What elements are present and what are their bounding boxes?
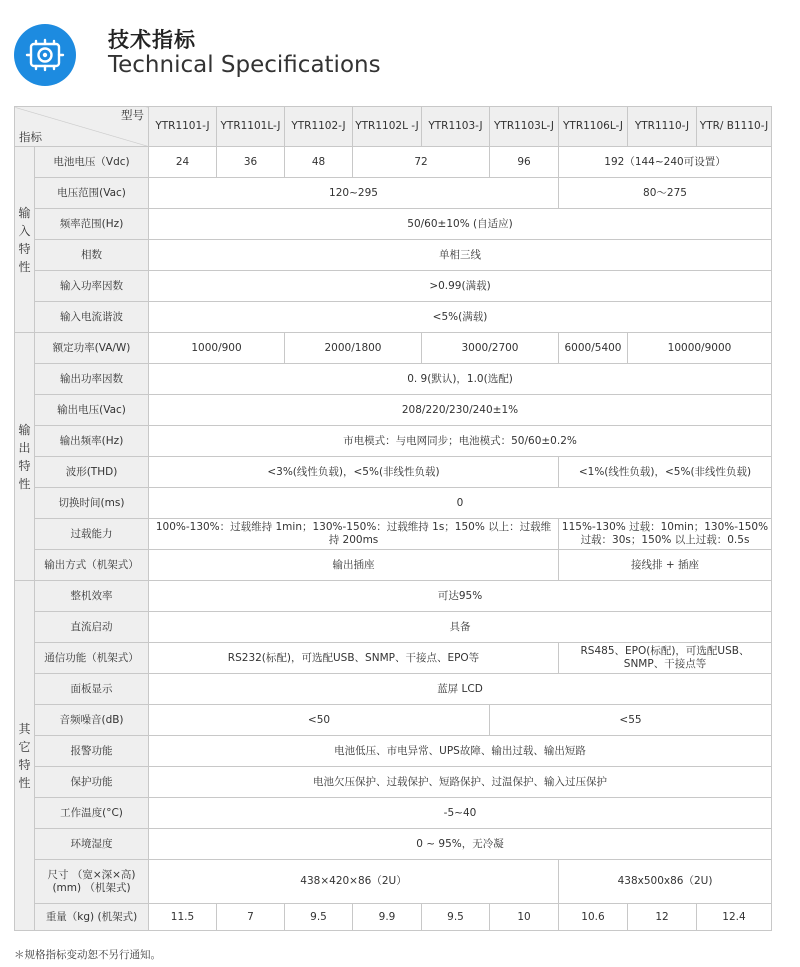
table-row bbox=[15, 767, 772, 798]
table-row bbox=[15, 550, 772, 581]
cell-value: 市电模式：与电网同步；电池模式：50/60±0.2% bbox=[149, 426, 772, 457]
table-header-row bbox=[15, 107, 772, 147]
cell-value: 3000/2700 bbox=[422, 333, 559, 364]
cell-value: 单相三线 bbox=[149, 240, 772, 271]
cell-value: 48 bbox=[285, 147, 353, 178]
model-header: YTR1103L-J bbox=[490, 107, 559, 147]
cell-value: 80～275 bbox=[559, 178, 772, 209]
table-row bbox=[15, 705, 772, 736]
cell-value: 438x500x86（2U) bbox=[559, 860, 772, 904]
table-row bbox=[15, 674, 772, 705]
cell-value: 11.5 bbox=[149, 904, 217, 931]
row-label: 波形(THD) bbox=[35, 457, 149, 488]
row-label: 输入电流谐波 bbox=[35, 302, 149, 333]
row-label: 输出频率(Hz) bbox=[35, 426, 149, 457]
table-row bbox=[15, 860, 772, 904]
table-row bbox=[15, 736, 772, 767]
cell-value: <50 bbox=[149, 705, 490, 736]
row-label: 电池电压（Vdc) bbox=[35, 147, 149, 178]
cell-value: 50/60±10% (自适应) bbox=[149, 209, 772, 240]
cell-value: 120~295 bbox=[149, 178, 559, 209]
model-header: YTR1102-J bbox=[285, 107, 353, 147]
cell-value: 7 bbox=[217, 904, 285, 931]
footnote: ＊规格指标变动恕不另行通知。 bbox=[14, 949, 161, 961]
settings-chip-icon bbox=[14, 24, 76, 86]
cell-value: 输出插座 bbox=[149, 550, 559, 581]
model-header: YTR1101L-J bbox=[217, 107, 285, 147]
cell-value: 9.9 bbox=[353, 904, 422, 931]
table-row bbox=[15, 612, 772, 643]
row-label: 环境湿度 bbox=[35, 829, 149, 860]
cell-value: 9.5 bbox=[285, 904, 353, 931]
row-label: 输入功率因数 bbox=[35, 271, 149, 302]
table-row bbox=[15, 395, 772, 426]
group-label-output: 输出特性 bbox=[15, 333, 35, 581]
cell-value: 蓝屏 LCD bbox=[149, 674, 772, 705]
model-header: YTR1103-J bbox=[422, 107, 490, 147]
table-row bbox=[15, 519, 772, 550]
model-header: YTR1101-J bbox=[149, 107, 217, 147]
row-label: 输出电压(Vac) bbox=[35, 395, 149, 426]
cell-value: 电池低压、市电异常、UPS故障、输出过载、输出短路 bbox=[149, 736, 772, 767]
row-label: 保护功能 bbox=[35, 767, 149, 798]
row-label: 相数 bbox=[35, 240, 149, 271]
table-row bbox=[15, 457, 772, 488]
cell-value: <55 bbox=[490, 705, 772, 736]
cell-value: 2000/1800 bbox=[285, 333, 422, 364]
row-label: 报警功能 bbox=[35, 736, 149, 767]
cell-value: 24 bbox=[149, 147, 217, 178]
page-title-en: Technical Specifications bbox=[108, 52, 381, 78]
cell-value: 接线排 + 插座 bbox=[559, 550, 772, 581]
row-label: 频率范围(Hz) bbox=[35, 209, 149, 240]
cell-value: <1%(线性负载)，<5%(非线性负载) bbox=[559, 457, 772, 488]
cell-value: 12 bbox=[628, 904, 697, 931]
cell-value: <5%(满载) bbox=[149, 302, 772, 333]
row-label: 输出方式（机架式） bbox=[35, 550, 149, 581]
cell-value: 10 bbox=[490, 904, 559, 931]
table-row bbox=[15, 240, 772, 271]
cell-value: 10.6 bbox=[559, 904, 628, 931]
cell-value: 100%-130%：过载维持 1min；130%-150%：过载维持 1s；150% 以上：过载维持 200ms bbox=[149, 519, 559, 550]
table-row bbox=[15, 178, 772, 209]
cell-value: 9.5 bbox=[422, 904, 490, 931]
cell-value: 1000/900 bbox=[149, 333, 285, 364]
corner-label-model: 型号 bbox=[121, 108, 144, 122]
row-label: 过载能力 bbox=[35, 519, 149, 550]
cell-value: 36 bbox=[217, 147, 285, 178]
table-row bbox=[15, 829, 772, 860]
cell-value: 0 bbox=[149, 488, 772, 519]
spec-table bbox=[14, 106, 772, 931]
table-row bbox=[15, 581, 772, 612]
row-label: 电压范围(Vac) bbox=[35, 178, 149, 209]
table-row bbox=[15, 147, 772, 178]
row-label: 整机效率 bbox=[35, 581, 149, 612]
cell-value: RS232(标配)，可选配USB、SNMP、干接点、EPO等 bbox=[149, 643, 559, 674]
row-label: 重量（kg) (机架式) bbox=[35, 904, 149, 931]
row-label: 输出功率因数 bbox=[35, 364, 149, 395]
cell-value: 208/220/230/240±1% bbox=[149, 395, 772, 426]
table-row bbox=[15, 333, 772, 364]
cell-value: 438×420×86（2U） bbox=[149, 860, 559, 904]
table-row bbox=[15, 426, 772, 457]
cell-value: 115%-130% 过载：10min；130%-150% 过载：30s；150% 以上过载：0.5s bbox=[559, 519, 772, 550]
group-label-input: 输入特性 bbox=[15, 147, 35, 333]
cell-value: -5~40 bbox=[149, 798, 772, 829]
table-row bbox=[15, 798, 772, 829]
cell-value: >0.99(满载) bbox=[149, 271, 772, 302]
cell-value: 具备 bbox=[149, 612, 772, 643]
corner-label-spec: 指标 bbox=[19, 130, 42, 144]
cell-value: 72 bbox=[353, 147, 490, 178]
table-row bbox=[15, 302, 772, 333]
cell-value: 192（144~240可设置） bbox=[559, 147, 772, 178]
table-row bbox=[15, 209, 772, 240]
cell-value: RS485、EPO(标配)，可选配USB、SNMP、干接点等 bbox=[559, 643, 772, 674]
model-header: YTR/ B1110-J bbox=[697, 107, 772, 147]
page-title-zh: 技术指标 bbox=[108, 28, 196, 52]
table-row bbox=[15, 364, 772, 395]
row-label: 面板显示 bbox=[35, 674, 149, 705]
row-label: 工作温度(°C) bbox=[35, 798, 149, 829]
cell-value: 0. 9(默认)，1.0(选配) bbox=[149, 364, 772, 395]
header-corner bbox=[15, 107, 149, 147]
table-row bbox=[15, 904, 772, 931]
model-header: YTR1102L -J bbox=[353, 107, 422, 147]
cell-value: 10000/9000 bbox=[628, 333, 772, 364]
table-row bbox=[15, 643, 772, 674]
row-label: 直流启动 bbox=[35, 612, 149, 643]
row-label: 通信功能（机架式） bbox=[35, 643, 149, 674]
cell-value: 可达95% bbox=[149, 581, 772, 612]
cell-value: 6000/5400 bbox=[559, 333, 628, 364]
row-label: 音频噪音(dB) bbox=[35, 705, 149, 736]
cell-value: <3%(线性负载)，<5%(非线性负载) bbox=[149, 457, 559, 488]
group-label-other: 其它特性 bbox=[15, 581, 35, 931]
cell-value: 96 bbox=[490, 147, 559, 178]
model-header: YTR1106L-J bbox=[559, 107, 628, 147]
cell-value: 电池欠压保护、过载保护、短路保护、过温保护、输入过压保护 bbox=[149, 767, 772, 798]
row-label: 额定功率(VA/W) bbox=[35, 333, 149, 364]
row-label: 切换时间(ms) bbox=[35, 488, 149, 519]
cell-value: 0 ~ 95%，无冷凝 bbox=[149, 829, 772, 860]
model-header: YTR1110-J bbox=[628, 107, 697, 147]
row-label: 尺寸 （宽×深×高) (mm) （机架式) bbox=[35, 860, 149, 904]
page-header bbox=[14, 18, 794, 92]
table-row bbox=[15, 488, 772, 519]
cell-value: 12.4 bbox=[697, 904, 772, 931]
table-row bbox=[15, 271, 772, 302]
